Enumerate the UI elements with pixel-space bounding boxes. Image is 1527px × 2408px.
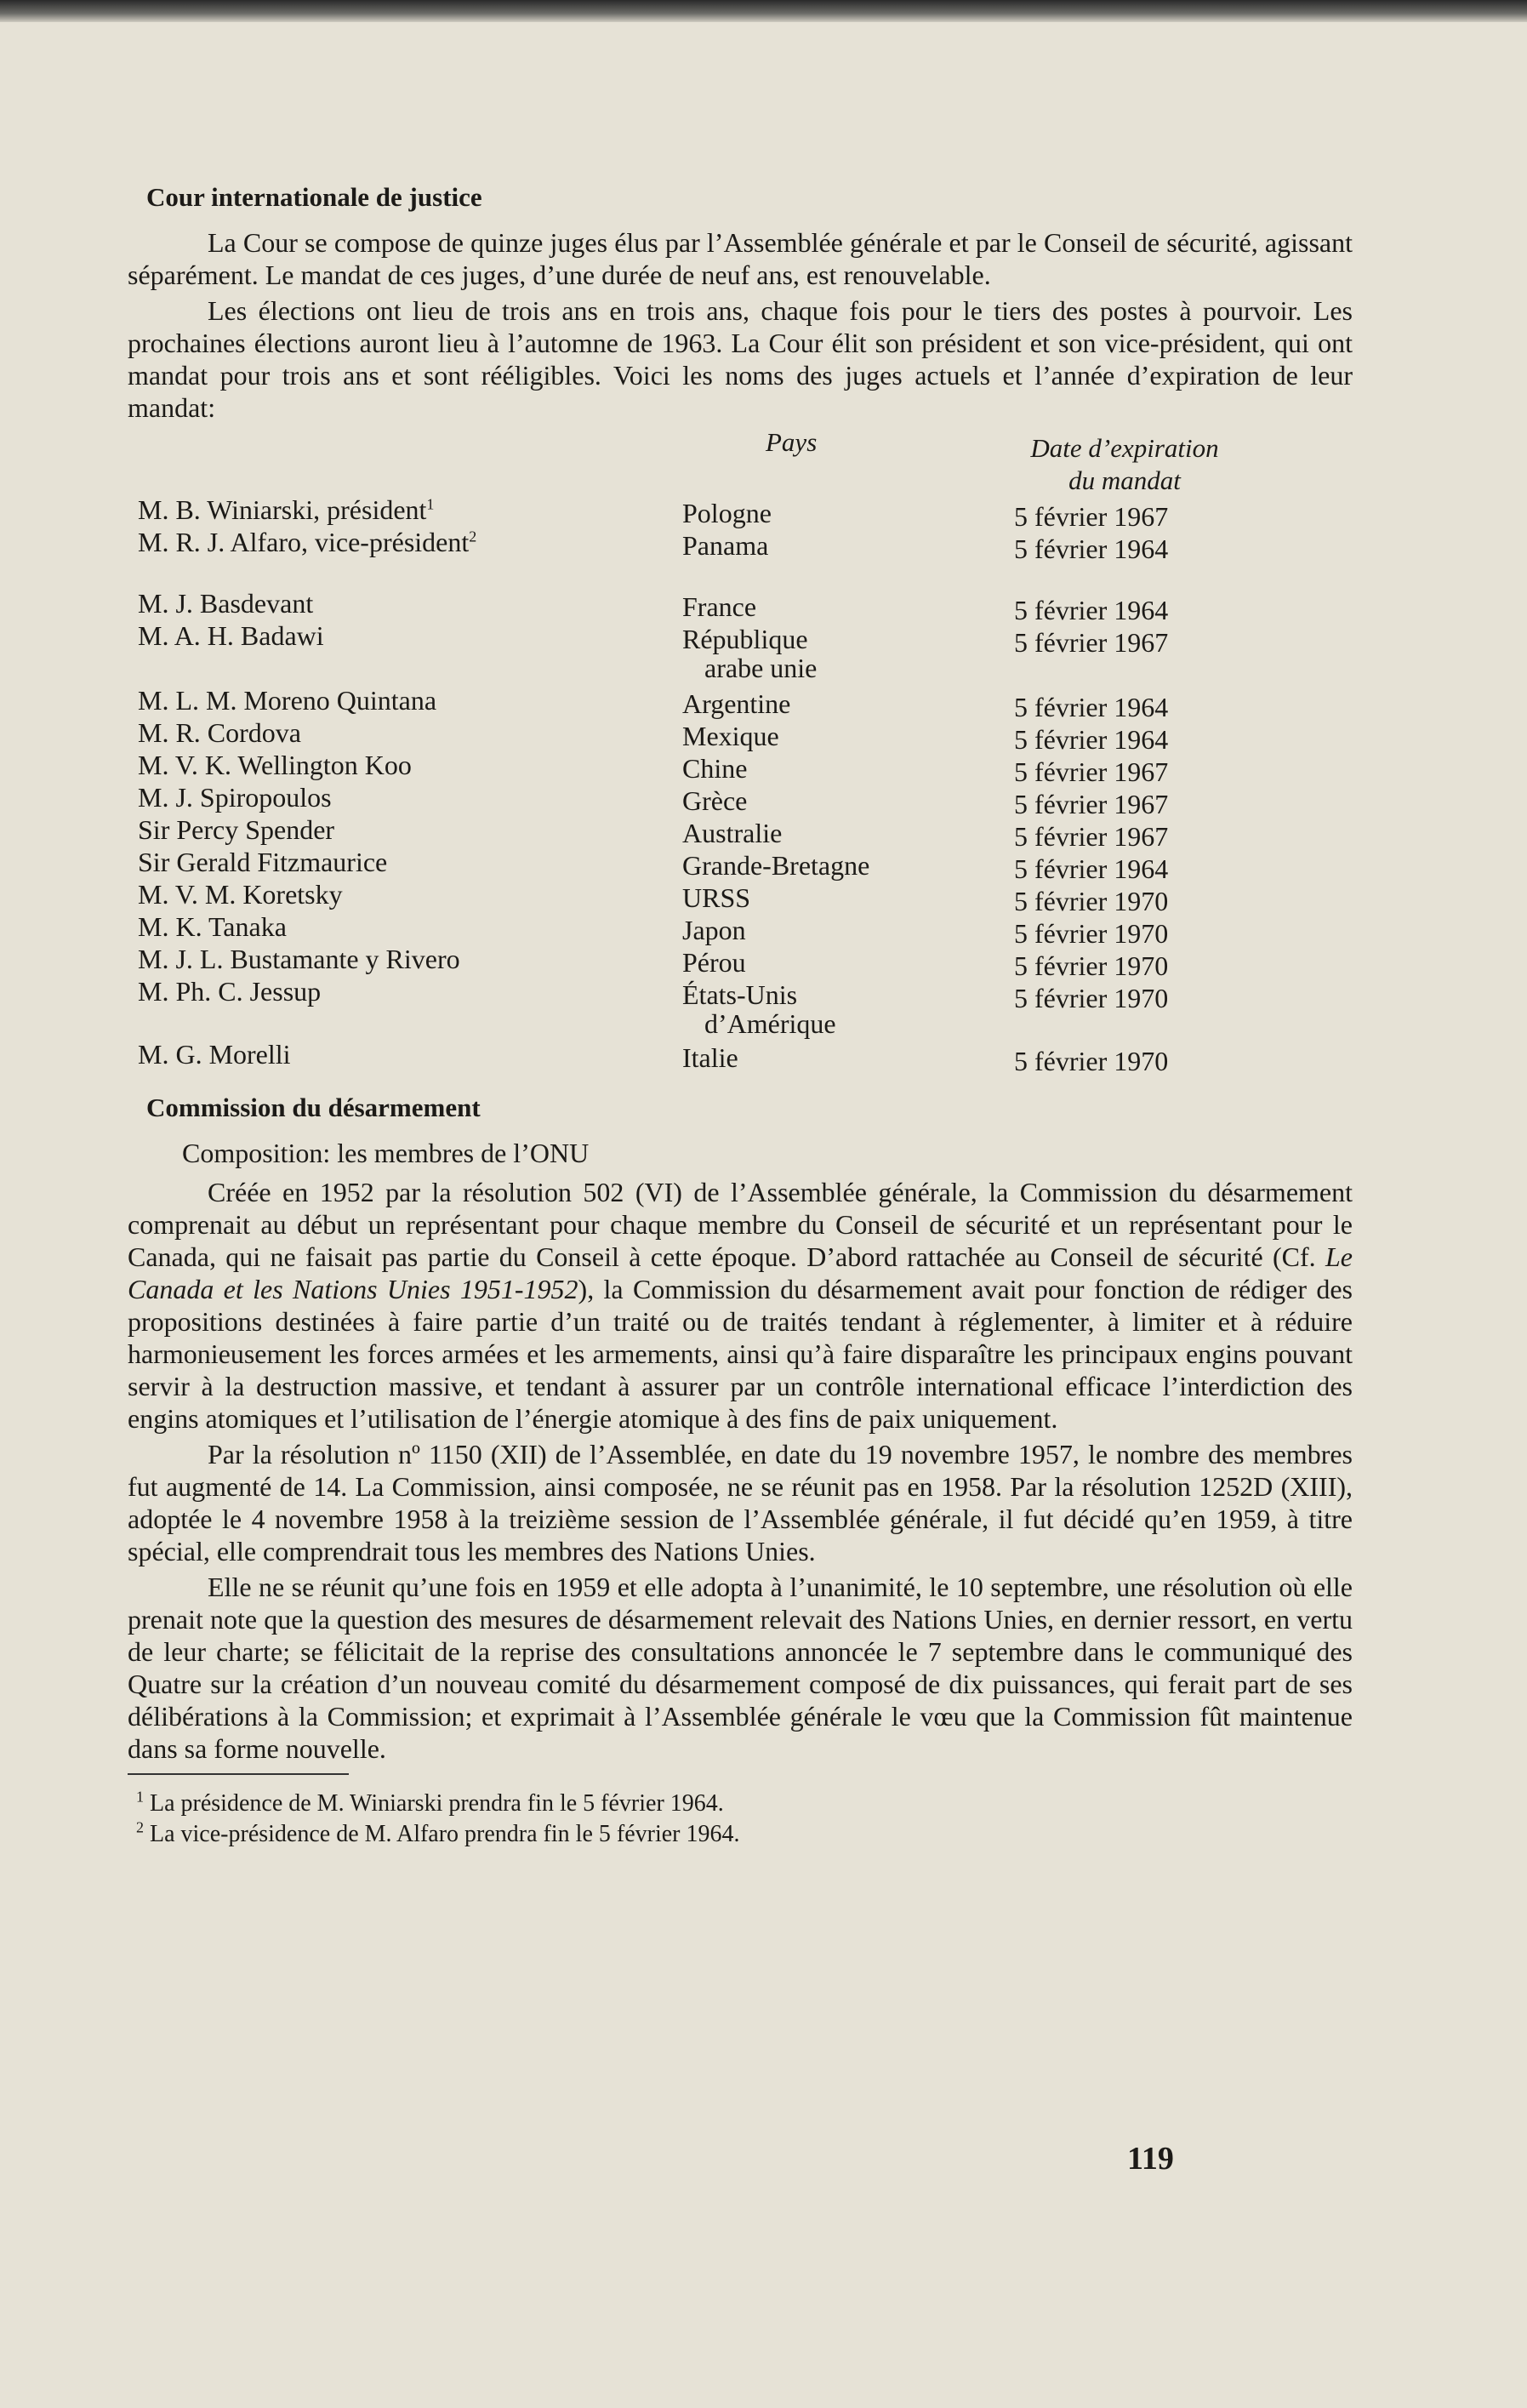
judge-country: Italie [682,1042,738,1073]
judge-country: États-Unis d’Amérique [682,979,836,1039]
judge-country: Japon [682,915,746,945]
expiry-date: 5 février 1964 [1014,595,1169,625]
judge-country: Grande-Bretagne [682,850,870,881]
expiry-date: 5 février 1970 [1014,950,1169,981]
expiry-date: 5 février 1967 [1014,789,1169,819]
judge-name: M. K. Tanaka [138,911,287,942]
expiry-date: 5 février 1970 [1014,1046,1169,1076]
judge-country: France [682,591,757,622]
paragraph: Créée en 1952 par la résolution 502 (VI) de l’Assemblée générale, la Commission du désarmement comprenait au début un représentant pour chaque membre du Conseil de sécurité et un représentant pour le Canada, qui ne faisait pas partie du Conseil à cette époque. D’abord rattachée au Conseil de sécurité (Cf. Le Canada et les Nations Unies 1951-1952), la Commission du désarmement avait pour fonction de rédiger des propositions destinées à faire partie d’un traité ou de traités tendant à réglementer, à limiter et à réduire harmonieusement les forces armées et les armements, ainsi qu’à faire disparaître les principaux engins pouvant servir à la destruction massive, et tendant à assurer par un contrôle international efficace l’interdiction des engins atomiques et l’utilisation de l’énergie atomique à des fins de paix uniquement. [128,1177,1353,1434]
judge-name: M. V. K. Wellington Koo [138,750,412,780]
judge-name: M. L. M. Moreno Quintana [138,685,437,716]
judge-name: M. R. Cordova [138,717,301,748]
paragraph: La Cour se compose de quinze juges élus par l’Assemblée générale et par le Conseil de sécurité, agissant séparément. Le mandat de ces juges, d’une durée de neuf ans, est renouvelable. [128,227,1353,290]
judge-country: Pérou [682,947,746,978]
judge-name: M. R. J. Alfaro, vice-président$^2$ [138,527,477,557]
page-number: 119 [1127,2141,1174,2177]
expiry-date: 5 février 1964 [1014,692,1169,722]
expiry-date: 5 février 1967 [1014,627,1169,658]
judge-name: Sir Gerald Fitzmaurice [138,847,388,877]
expiry-date: 5 février 1967 [1014,501,1169,532]
judges-table [128,495,1353,1081]
judge-name: M. A. H. Badawi [138,620,324,651]
judge-name: M. G. Morelli [138,1039,291,1070]
judge-country: Grèce [682,785,748,816]
paragraph: Les élections ont lieu de trois ans en trois ans, chaque fois pour le tiers des postes à pourvoir. Les prochaines élections auront lieu à l’automne de 1963. La Cour élit son président et son vice-président, qui ont mandat pour trois ans et sont rééligibles. Voici les noms des juges actuels et l’année d’expiration de leur mandat: [128,295,1353,423]
judge-country: Pologne [682,498,772,528]
page-body [128,170,1353,1850]
footnote-1: $^1$ La présidence de M. Winiarski prendra fin le 5 février 1964. [136,1788,724,1817]
scan-top-edge [0,0,1527,22]
composition-line: Composition: les membres de l’ONU [182,1138,590,1168]
expiry-date: 5 février 1964 [1014,724,1169,755]
judge-country: Panama [682,530,769,561]
judge-country: République arabe unie [682,624,818,683]
judge-name: M. J. L. Bustamante y Rivero [138,944,460,974]
expiry-date: 5 février 1964 [1014,534,1169,564]
col-header-date: Date d’expiration du mandat [1030,433,1219,495]
col-header-country: Pays [766,427,818,457]
section-title-commission: Commission du désarmement [146,1093,481,1122]
judge-name: M. V. M. Koretsky [138,879,343,910]
judge-country: URSS [682,882,751,913]
expiry-date: 5 février 1970 [1014,983,1169,1013]
judge-name: M. B. Winiarski, président$^1$ [138,494,435,525]
footnote-2: $^2$ La vice-présidence de M. Alfaro prendra fin le 5 février 1964. [136,1818,740,1847]
judge-country: Australie [682,818,783,848]
judge-name: M. J. Basdevant [138,588,314,619]
judge-name: M. Ph. C. Jessup [138,976,322,1007]
judge-name: M. J. Spiropoulos [138,782,332,813]
expiry-date: 5 février 1967 [1014,756,1169,787]
citation-title: Le Canada et les Nations Unies 1951-1952 [128,1241,1353,1304]
judge-country: Chine [682,753,748,784]
expiry-date: 5 février 1970 [1014,886,1169,916]
expiry-date: 5 février 1964 [1014,853,1169,884]
judge-name: Sir Percy Spender [138,814,335,845]
judge-country: Mexique [682,721,779,751]
footnote-rule [128,1773,349,1775]
paragraph: Elle ne se réunit qu’une fois en 1959 et elle adopta à l’unanimité, le 10 septembre, une résolution où elle prenait note que la question des mesures de désarmement relevait des Nations Unies, en dernier ressort, en vertu de leur charte; se félicitait de la reprise des consultations annoncée le 7 septembre dans le communiqué des Quatre sur la création d’un nouveau comité du désarmement composé de dix puissances, qui ferait part de ses délibérations à la Commission; et exprimait à l’Assemblée générale le vœu que la Commission fût maintenue dans sa forme nouvelle. [128,1572,1353,1764]
expiry-date: 5 février 1967 [1014,821,1169,852]
judge-country: Argentine [682,688,791,719]
expiry-date: 5 février 1970 [1014,918,1169,949]
section-title-cour: Cour internationale de justice [146,182,482,212]
paragraph: Par la résolution nº 1150 (XII) de l’Assemblée, en date du 19 novembre 1957, le nombre des membres fut augmenté de 14. La Commission, ainsi composée, ne se réunit pas en 1958. Par la résolution 1252D (XIII), adoptée le 4 novembre 1958 à la treizième session de l’Assemblée générale, il fut décidé qu’en 1959, à titre spécial, elle comprendrait tous les membres des Nations Unies. [128,1439,1353,1566]
judges-table-header [128,427,1353,495]
